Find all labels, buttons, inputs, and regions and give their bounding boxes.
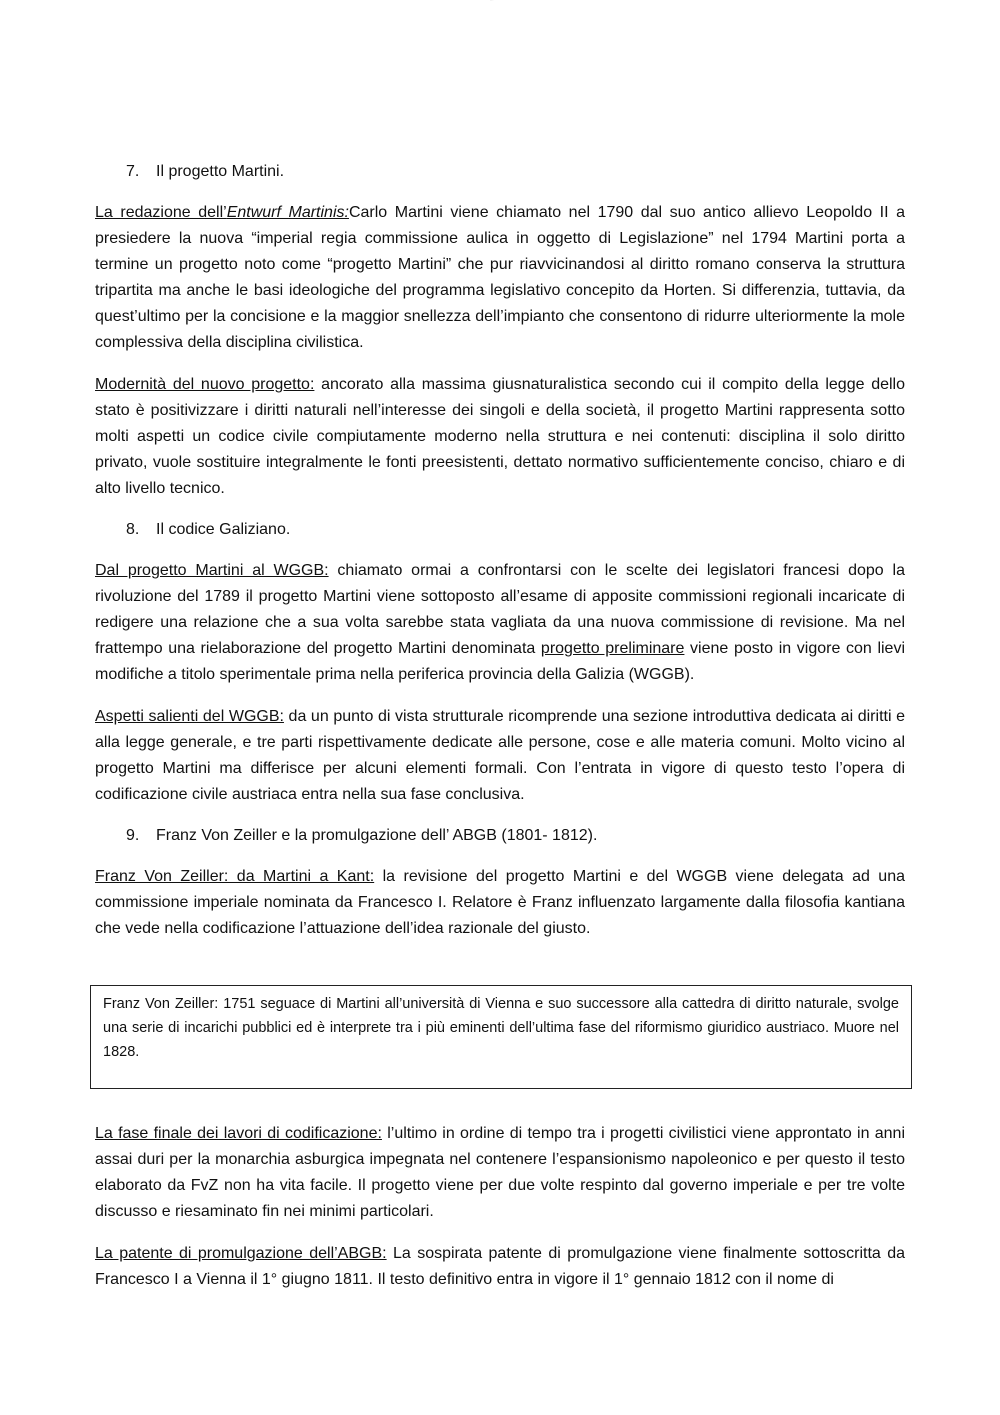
paragraph-text: la revisione del progetto Martini e del WGGB viene delegata ad una commissione imperiale nominata da Francesco I. Relatore è Franz influenzato largamente dalla filosofia kantiana che vede nella codificazione l’attuazione dell’idea razionale del giusto. [95, 868, 905, 937]
label-italic: Entwurf Martinis: [226, 204, 349, 221]
paragraph-text: chiamato ormai a confrontarsi con le scelte dei legislatori francesi dopo la rivoluzione del 1789 il progetto Martini viene sottoposto all’esame di apposite commissioni regionali incaricate di redigere una relazione che a sua volta sarebbe stata vagliata da una nuova commissione di revisione. Ma nel frattempo una rielaborazione del progetto Martini denominata [95, 562, 905, 657]
section-8-heading [126, 518, 905, 542]
paragraph-zeiller-kant [95, 864, 905, 942]
paragraph-text: viene posto in vigore con lievi modifiche a titolo sperimentale prima nella periferica provincia della Galizia (WGGB). [95, 640, 906, 683]
paragraph-modernita [95, 372, 905, 502]
document-body-continued [95, 1121, 905, 1309]
paragraph-text: La sospirata patente di promulgazione viene finalmente sottoscritta da Francesco I a Vienna il 1° giugno 1811. Il testo definitivo entra in vigore il 1° gennaio 1812 con il nome di [95, 1245, 906, 1288]
paragraph-redazione [95, 200, 905, 356]
paragraph-label [95, 204, 349, 221]
header-mark: ...... [490, 0, 494, 2]
section-number: 8. [126, 521, 140, 538]
paragraph-text: Carlo Martini viene chiamato nel 1790 dal suo antico allievo Leopoldo II a presiedere la nuova “imperial regia commissione aulica in oggetto di Legislazione” nel 1794 Martini porta a termine un progetto noto come “progetto Martini” che pur riavvicinandosi al diritto romano conserva la struttura tripartita ma anche le basi ideologiche del programma legislativo concepito da Horten. Si differenzia, tuttavia, da quest’ultimo per la concisione e la maggior snellezza dell’impianto che consentono di ridurre ulteriormente la mole complessiva della disciplina civilistica. [95, 204, 906, 351]
zeiller-info-box [90, 985, 912, 1089]
section-title: Il codice Galiziano. [156, 521, 291, 538]
label-text: La redazione dell’ [95, 204, 227, 221]
section-number: 7. [126, 163, 140, 180]
paragraph-aspetti-wggb [95, 704, 905, 808]
document-body [95, 160, 905, 958]
section-number: 9. [126, 827, 140, 844]
paragraph-label: Aspetti salienti del WGGB: [95, 708, 284, 725]
underlined-term: progetto preliminare [540, 640, 685, 657]
paragraph-text: l’ultimo in ordine di tempo tra i progetti civilistici viene approntato in anni assai duri per la monarchia asburgica impegnata nel contenere l’espansionismo napoleonico e per questo il testo elaborato da FvZ non ha vita facile. Il progetto viene per due volte respinto dal governo imperiale e per tre volte discusso e riesaminato fin nei minimi particolari. [95, 1125, 905, 1220]
paragraph-text: da un punto di vista strutturale ricomprende una sezione introduttiva dedicata ai diritti e alla legge generale, e tre parti rispettivamente dedicate alle persone, cose e alle materia comuni. Molto vicino al progetto Martini ma differisce per alcuni elementi formali. Con l’entrata in vigore di questo testo l’opera di codificazione civile austriaca entra nella sua fase conclusiva. [95, 708, 905, 803]
paragraph-label: Modernità del nuovo progetto: [95, 376, 315, 393]
paragraph-martini-wggb [95, 558, 905, 688]
paragraph-fase-finale [95, 1121, 905, 1225]
box-text: Franz Von Zeiller: 1751 seguace di Martini all’università di Vienna e suo successore alla cattedra di diritto naturale, svolge una serie di incarichi pubblici ed è interprete tra i più eminenti dell’ultima fase del riformismo giuridico austriaco. Muore nel 1828. [103, 996, 899, 1060]
paragraph-label: Franz Von Zeiller: da Martini a Kant: [95, 868, 375, 885]
section-title: Il progetto Martini. [156, 163, 285, 180]
section-title: Franz Von Zeiller e la promulgazione dell’ ABGB (1801- 1812). [156, 827, 598, 844]
paragraph-label: La fase finale dei lavori di codificazione: [95, 1125, 382, 1142]
section-7-heading [126, 160, 905, 184]
paragraph-label: Dal progetto Martini al WGGB: [95, 562, 329, 579]
paragraph-text: ancorato alla massima giusnaturalistica secondo cui il compito della legge dello stato è positivizzare i diritti naturali nell’interesse dei singoli e della società, il progetto Martini rappresenta sotto molti aspetti un codice civile compiutamente moderno nella struttura e nei contenuti: disciplina il solo diritto privato, vuole sostituire integralmente le fonti preesistenti, dettato normativo sufficientemente conciso, chiaro e di alto livello tecnico. [95, 376, 906, 497]
section-9-heading [126, 824, 905, 848]
paragraph-patente [95, 1241, 905, 1293]
paragraph-label: La patente di promulgazione dell’ABGB: [95, 1245, 387, 1262]
